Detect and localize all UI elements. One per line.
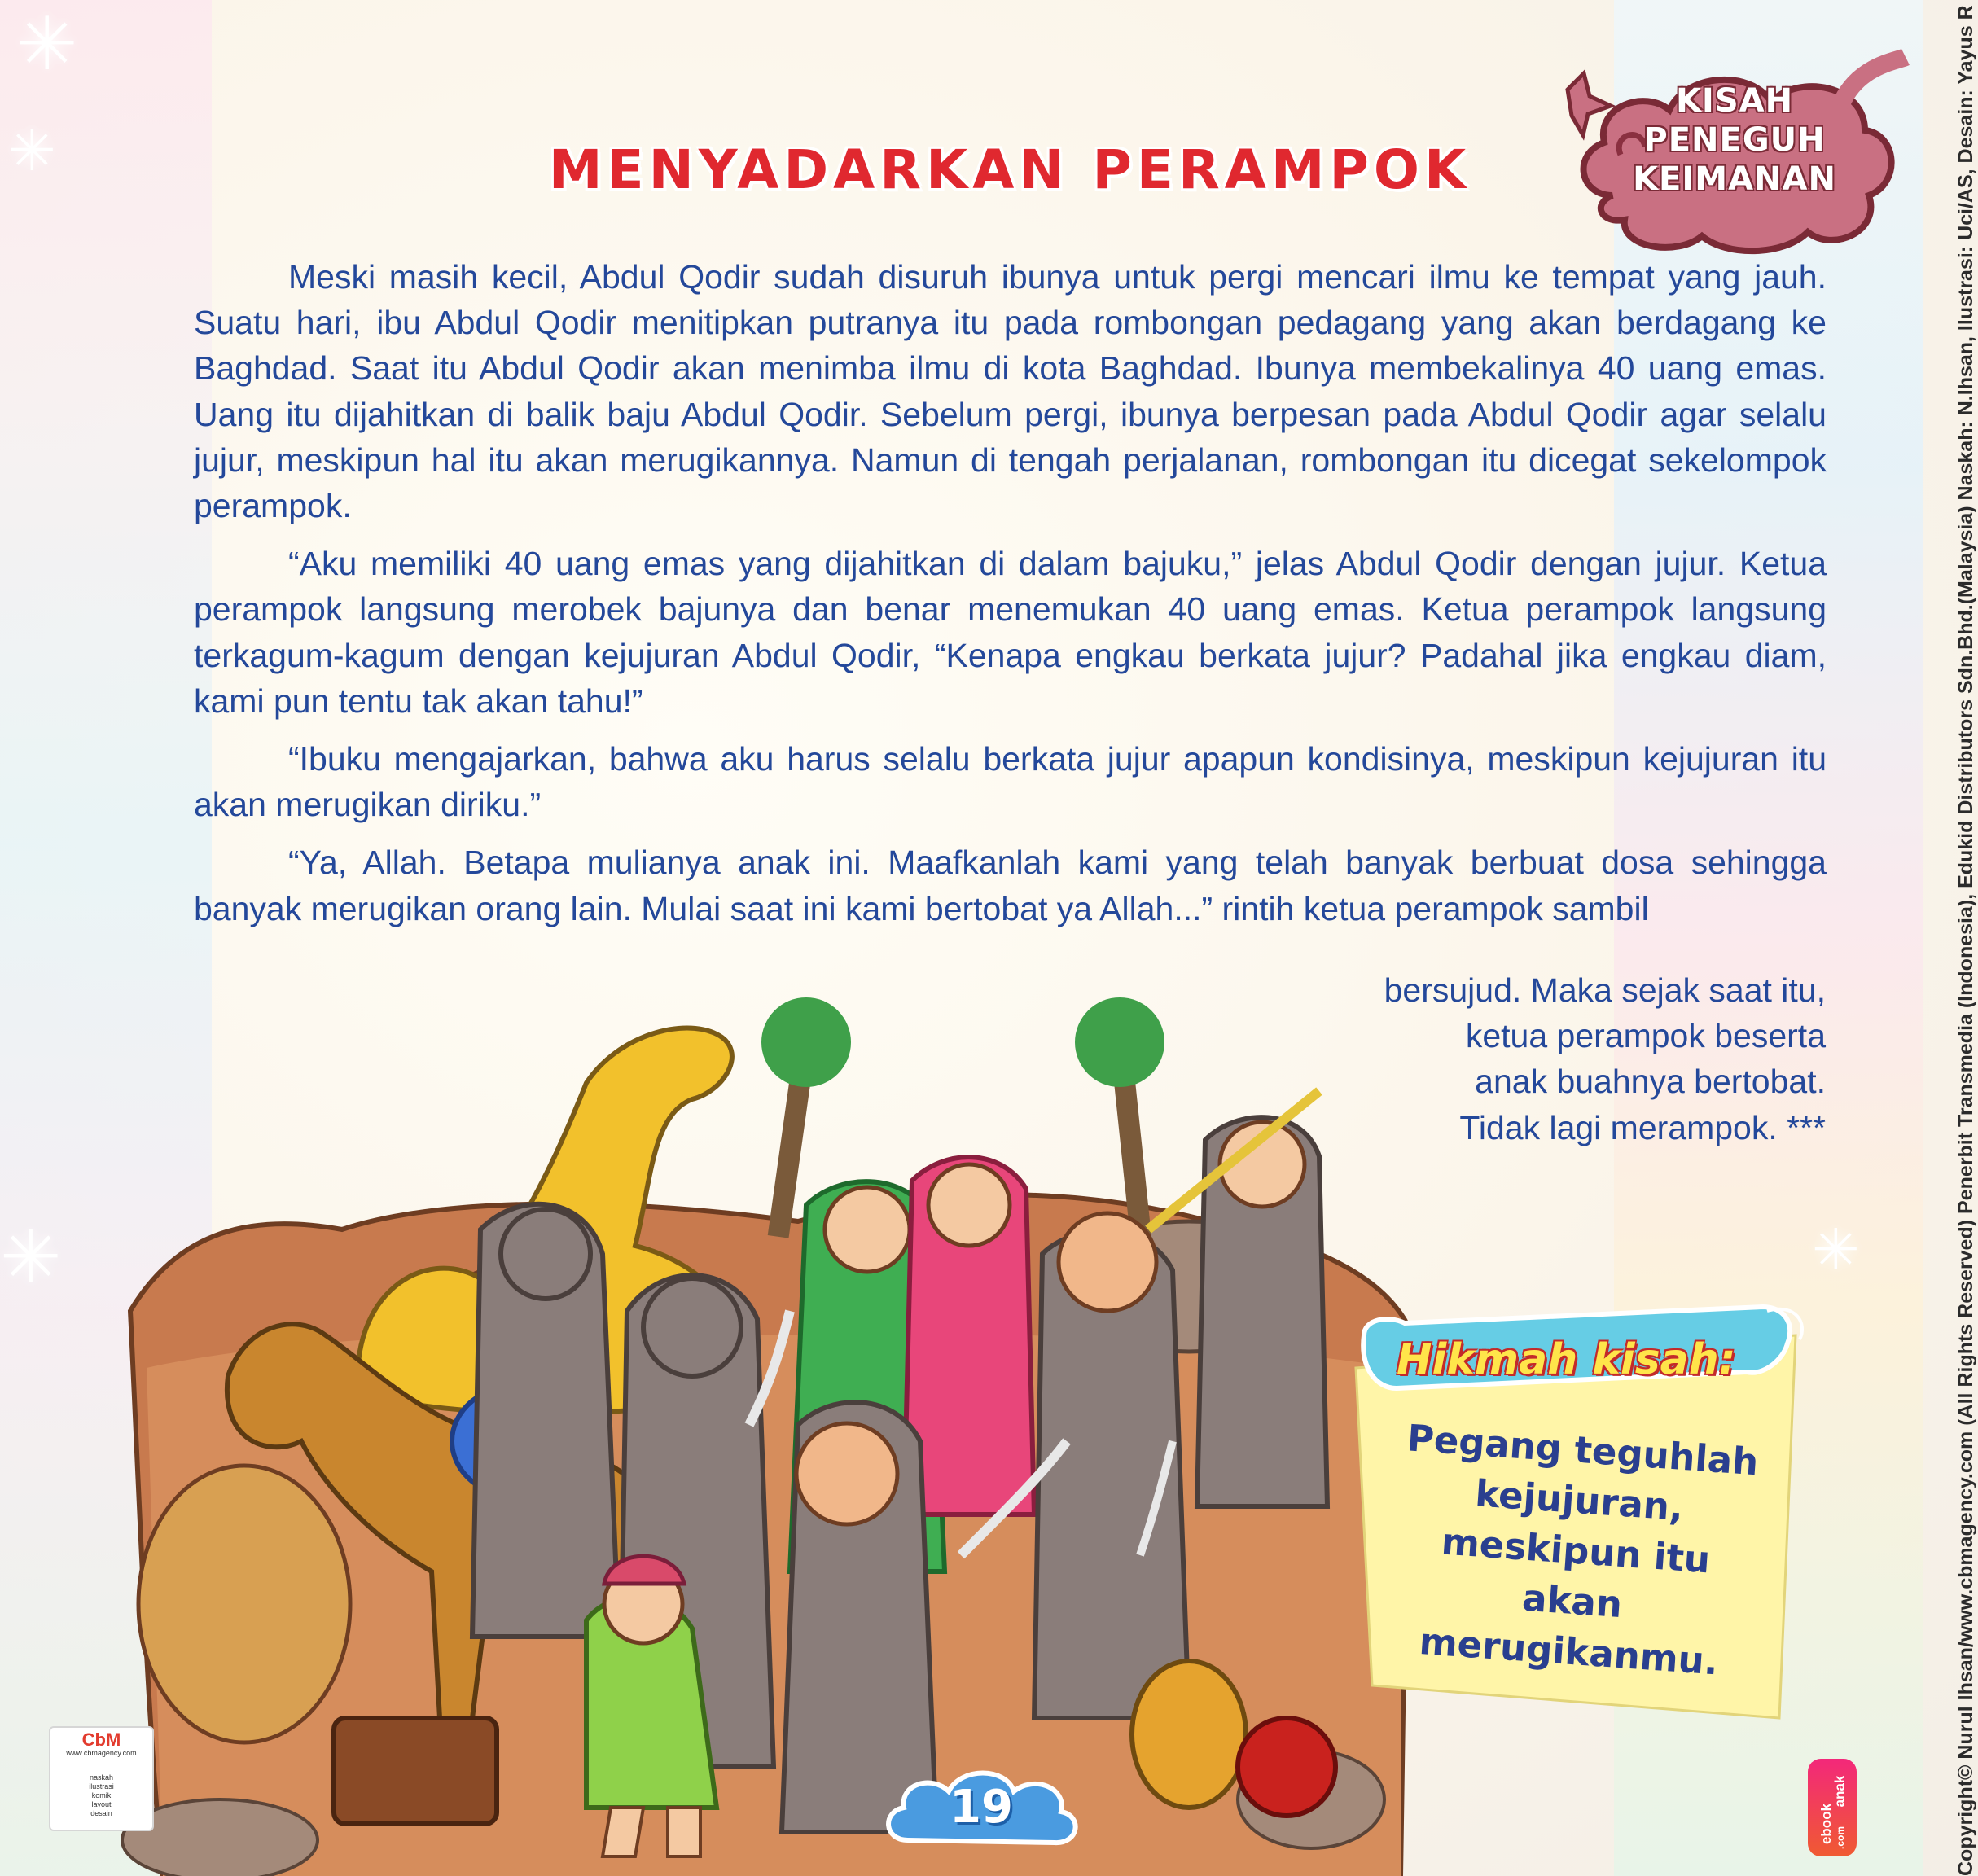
cbm-service-2: ilustrasi — [89, 1782, 114, 1791]
lesson-line-3: meskipun itu akan — [1440, 1519, 1712, 1627]
cbm-service-4: layout — [91, 1800, 112, 1808]
badge-line-2: PENEGUH — [1643, 121, 1826, 159]
story-ending-line-2: ketua perampok beserta — [1465, 1017, 1826, 1055]
cbm-agency-logo — [49, 1726, 154, 1831]
story-ending-line-3: anak buahnya bertobat. — [1475, 1063, 1826, 1101]
ebook-text: ebook — [1818, 1803, 1835, 1845]
cbm-service-1: naskah — [89, 1773, 114, 1782]
page-title: MENYADARKAN PERAMPOK — [548, 138, 1471, 201]
lesson-note — [1340, 1303, 1812, 1726]
lesson-message — [1388, 1413, 1764, 1690]
story-paragraph-4: “Ya, Allah. Betapa mulianya anak ini. Maafkanlah kami yang telah banyak berbuat dosa sehingga banyak merugikan orang lain. Mulai saat ini kami bertobat ya Allah...” rintih ketua perampok sambil — [194, 844, 1827, 927]
sparkle-icon: ✳ — [0, 1217, 62, 1299]
lesson-line-1: Pegang teguhlah — [1406, 1416, 1761, 1484]
cbm-service-5: desain — [90, 1809, 112, 1817]
story-text — [194, 254, 1827, 944]
sparkle-icon: ✳ — [16, 4, 78, 85]
story-illustration — [130, 985, 1433, 1876]
badge-line-1: KISAH — [1675, 82, 1794, 120]
sparkle-icon: ✳ — [1812, 1218, 1860, 1282]
badge-text — [1564, 81, 1906, 199]
lesson-line-2: kejujuran, — [1473, 1471, 1685, 1530]
story-paragraph-1: Meski masih kecil, Abdul Qodir sudah disuruh ibunya untuk pergi mencari ilmu ke tempat yang jauh. Suatu hari, ibu Abdul Qodir menitipkan putranya itu pada rombongan pedagang yang akan berdagang ke Baghdad. Saat itu Abdul Qodir akan menimba ilmu di kota Baghdad. Ibunya membekalinya 40 uang emas. Uang itu dijahitkan di balik baju Abdul Qodir. Sebelum pergi, ibunya berpesan pada Abdul Qodir agar selalu jujur, meskipun hal itu akan merugikannya. Namun di tengah perjalanan, rombongan itu dicegat sekelompok perampok. — [194, 258, 1827, 525]
anak-text: anak — [1831, 1775, 1848, 1808]
cbm-service-3: komik — [91, 1791, 112, 1799]
page-number-text: 19 — [950, 1781, 1013, 1834]
story-paragraph-3: “Ibuku mengajarkan, bahwa aku harus selalu berkata jujur apapun kondisinya, meskipun kejujuran itu akan merugikan diriku.” — [194, 740, 1827, 824]
badge-line-3: KEIMANAN — [1633, 160, 1836, 198]
sparkle-icon: ✳ — [8, 119, 56, 182]
page-number — [875, 1763, 1087, 1861]
story-ending-line-4: Tidak lagi merampok. *** — [1459, 1108, 1826, 1146]
cbm-url: www.cbmagency.com — [66, 1749, 137, 1757]
story-ending-line-1: bersujud. Maka sejak saat itu, — [1384, 971, 1826, 1009]
ebookanak-logo — [1808, 1759, 1857, 1856]
lesson-line-4: merugikanmu. — [1418, 1619, 1720, 1684]
dotcom-text: .com — [1835, 1826, 1847, 1850]
cbm-brand: CbM — [81, 1729, 121, 1750]
lesson-label: Hikmah kisah: — [1397, 1335, 1736, 1384]
cbm-services — [50, 1773, 152, 1818]
copyright-notice: Copyright© Nurul Ihsan/www.cbmagency.com (All Rights Reserved) Penerbit Transmedia (Indonesia), Edukid Distributors Sdn.Bhd.(Malaysia) Naskah: N.Ihsan, Ilustrasi: Uci/AS, Desain: Yayus R — [1954, 5, 1977, 1876]
story-paragraph-2: “Aku memiliki 40 uang emas yang dijahitkan di dalam bajuku,” jelas Abdul Qodir dengan jujur. Ketua perampok langsung merobek bajunya dan benar menemukan 40 uang emas. Ketua perampok langsung terkagum-kagum dengan kejujuran Abdul Qodir, “Kenapa engkau berkata jujur? Padahal jika engkau diam, kami pun tentu tak akan tahu!” — [194, 545, 1827, 720]
series-badge — [1564, 57, 1906, 261]
